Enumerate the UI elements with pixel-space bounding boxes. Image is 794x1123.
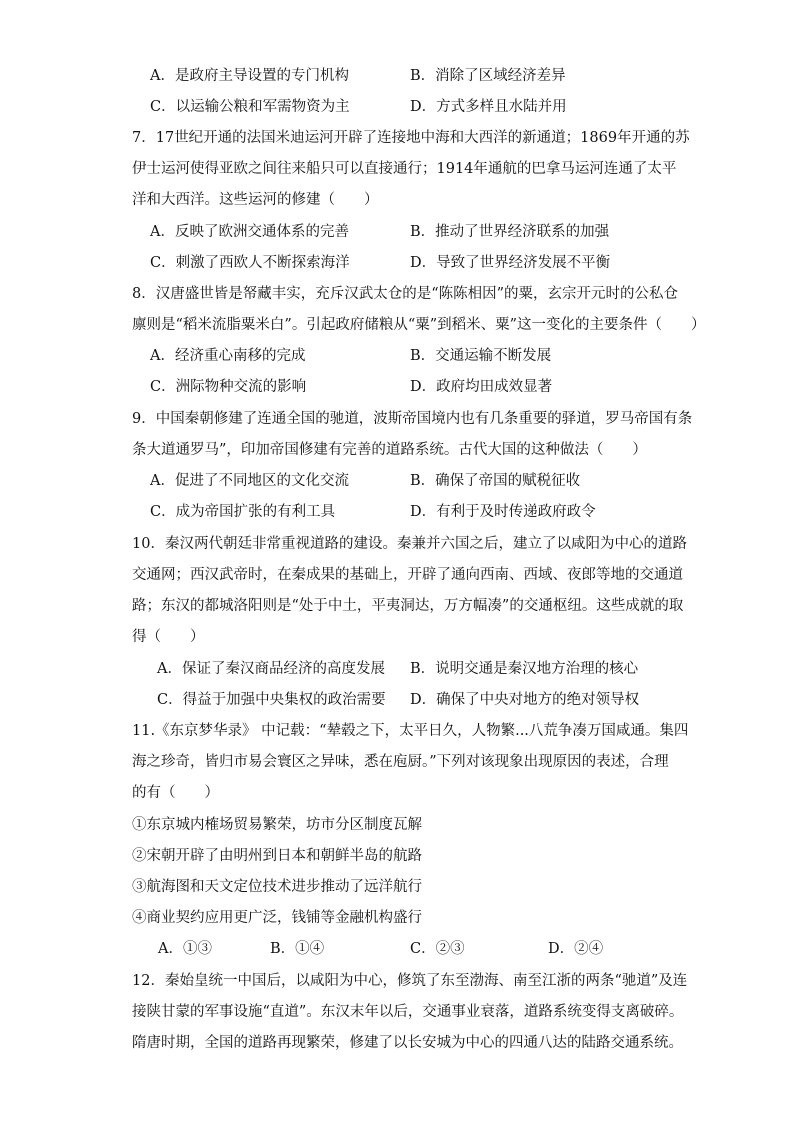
q7-stem-line: 7．17世纪开通的法国米迪运河开辟了连接地中海和大西洋的新通道；1869年开通的苏	[132, 130, 690, 146]
q12-stem-line: 隋唐时期，全国的道路再现繁荣，修建了以长安城为中心的四通八达的陆路交通系统。	[132, 1035, 683, 1051]
q11-statement: ④商业契约应用更广泛，钱铺等金融机构盛行	[132, 910, 422, 926]
q8-stem-line: 廪则是“稻米流脂粟米白”。引起政府储粮从“粟”到稻米、粟”这一变化的主要条件（ ）	[132, 317, 706, 333]
q11-stem-line: 海之珍奇，皆归市易会寰区之异味，悉在庖厨。”下列对该现象出现原因的表述，合理	[132, 754, 669, 770]
q11-stem-line: 11.《东京梦华录》 中记载：“辇毂之下，太平日久，人物繁...八荒争凑万国咸通。集四	[132, 723, 689, 739]
q11-option-c[interactable]: C．②③	[410, 941, 465, 957]
q12-stem-line: 接陕甘蒙的军事设施“直道”。东汉末年以后，交通事业衰落，道路系统变得支离破碎。	[132, 1004, 684, 1020]
q10-stem-line: 路；东汉的都城洛阳则是“处于中土，平夷洞达，万方幅凑”的交通枢纽。这些成就的取	[132, 598, 684, 614]
q9-option-a[interactable]: A．促进了不同地区的文化交流	[150, 473, 349, 489]
q11-statement: ③航海图和天文定位技术进步推动了远洋航行	[132, 879, 422, 895]
q9-option-b[interactable]: B．确保了帝国的赋税征收	[410, 473, 581, 489]
q7-option-c[interactable]: C．刺激了西欧人不断探索海洋	[150, 255, 350, 271]
q11-option-b[interactable]: B．①④	[270, 941, 325, 957]
q11-stem-line: 的有（ ）	[132, 785, 219, 801]
q11-option-a[interactable]: A．①③	[158, 941, 212, 957]
q10-option-d[interactable]: D．确保了中央对地方的绝对领导权	[410, 692, 640, 708]
q11-statement: ①东京城内榷场贸易繁荣，坊市分区制度瓦解	[132, 817, 422, 833]
q11-statement: ②宋朝开辟了由明州到日本和朝鲜半岛的航路	[132, 848, 422, 864]
q9-stem-line: 9．中国秦朝修建了连通全国的驰道，波斯帝国境内也有几条重要的驿道，罗马帝国有条	[132, 411, 693, 427]
q10-stem-line: 交通网；西汉武帝时，在秦成果的基础上，开辟了通向西南、西域、夜郎等地的交通道	[132, 567, 683, 583]
q10-option-b[interactable]: B．说明交通是秦汉地方治理的核心	[410, 661, 639, 677]
q10-option-c[interactable]: C．得益于加强中央集权的政治需要	[157, 692, 386, 708]
q8-stem-line: 8．汉唐盛世皆是帑藏丰实，充斥汉武太仓的是“陈陈相因”的粟，玄宗开元时的公私仓	[132, 286, 679, 302]
q8-option-d[interactable]: D．政府均田成效显著	[410, 379, 553, 395]
q8-option-a[interactable]: A．经济重心南移的完成	[150, 348, 306, 364]
q9-option-d[interactable]: D．有利于及时传递政府政令	[410, 504, 596, 520]
q10-option-a[interactable]: A．保证了秦汉商品经济的高度发展	[157, 661, 385, 677]
q6-option-b[interactable]: B．消除了区域经济差异	[410, 68, 566, 84]
q7-option-a[interactable]: A．反映了欧洲交通体系的完善	[150, 224, 349, 240]
q7-stem-line: 伊士运河使得亚欧之间往来船只可以直接通行；1914年通航的巴拿马运河连通了太平	[132, 161, 677, 177]
q6-option-c[interactable]: C．以运输公粮和军需物资为主	[150, 99, 350, 115]
q12-stem-line: 12．秦始皇统一中国后，以咸阳为中心，修筑了东至渤海、南至江浙的两条“驰道”及连	[132, 973, 688, 989]
q7-option-b[interactable]: B．推动了世界经济联系的加强	[410, 224, 610, 240]
q7-option-d[interactable]: D．导致了世界经济发展不平衡	[410, 255, 611, 271]
q6-option-a[interactable]: A．是政府主导设置的专门机构	[150, 68, 349, 84]
q10-stem-line: 10．秦汉两代朝廷非常重视道路的建设。秦兼并六国之后，建立了以咸阳为中心的道路	[132, 536, 687, 552]
q8-option-c[interactable]: C．洲际物种交流的影响	[150, 379, 307, 395]
q11-option-d[interactable]: D．②④	[548, 941, 604, 957]
q7-stem-line: 洋和大西洋。这些运河的修建（ ）	[132, 192, 379, 208]
q9-stem-line: 条大道通罗马”，印加帝国修建有完善的道路系统。古代大国的这种做法（ ）	[132, 442, 647, 458]
q8-option-b[interactable]: B．交通运输不断发展	[410, 348, 552, 364]
q10-stem-line: 得（ ）	[132, 629, 205, 645]
q6-option-d[interactable]: D．方式多样且水陆并用	[410, 99, 567, 115]
q9-option-c[interactable]: C．成为帝国扩张的有利工具	[150, 504, 336, 520]
